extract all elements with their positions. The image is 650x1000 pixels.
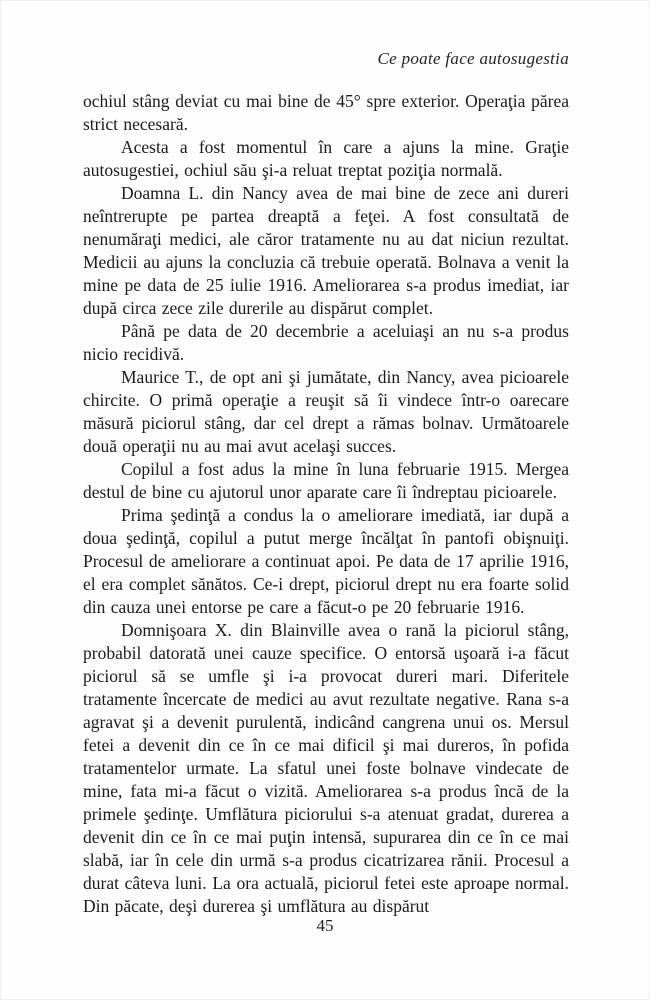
- chapter-title: Ce poate face autosugestia: [377, 49, 569, 68]
- paragraph: Acesta a fost momentul în care a ajuns la mine. Graţie autosugestiei, ochiul său şi-a reluat treptat poziţia normală.: [83, 137, 569, 180]
- running-header: [83, 49, 569, 69]
- paragraph-continuation: ochiul stâng deviat cu mai bine de 45° spre exterior. Operaţia părea strict necesară.: [83, 91, 569, 134]
- paragraph: Maurice T., de opt ani şi jumătate, din Nancy, avea picioarele chircite. O primă operaţie a reuşit să îi vindece într-o oarecare măsură piciorul stâng, dar cel drept a rămas bolnav. Următoarele două operaţii nu au mai avut acelaşi succes.: [83, 367, 569, 456]
- page-body: [83, 90, 569, 918]
- page-footer: [0, 916, 650, 936]
- paragraph: Până pe data de 20 decembrie a aceluiaşi an nu s-a produs nicio recidivă.: [83, 321, 569, 364]
- paragraph: Copilul a fost adus la mine în luna februarie 1915. Mergea destul de bine cu ajutorul unor aparate care îi îndreptau picioarele.: [83, 459, 569, 502]
- paragraph: Prima şedinţă a condus la o ameliorare imediată, iar după a doua şedinţă, copilul a putut merge încălţat în pantofi obişnuiţi. Procesul de ameliorare a continuat apoi. Pe data de 17 aprilie 1916, el era complet sănătos. Ce-i drept, piciorul drept nu era foarte solid din cauza unei entorse pe care a făcut-o pe 20 februarie 1916.: [83, 505, 569, 617]
- paragraph: Doamna L. din Nancy avea de mai bine de zece ani dureri neîntrerupte pe partea dreaptă a feţei. A fost consultată de nenumăraţi medici, ale căror tratamente nu au dat niciun rezultat. Medicii au ajuns la concluzia că trebuie operată. Bolnava a venit la mine pe data de 25 iulie 1916. Ameliorarea s-a produs imediat, iar după circa zece zile durerile au dispărut complet.: [83, 183, 569, 318]
- page-number: 45: [316, 916, 334, 935]
- paragraph: Domnişoara X. din Blainville avea o rană la piciorul stâng, probabil datorată unei cauze specifice. O entorsă uşoară i-a făcut piciorul să se umfle şi i-a provocat dureri mari. Diferitele tratamente încercate de medici au avut rezultate negative. Rana s-a agravat şi a devenit purulentă, indicând cangrena unui os. Mersul fetei a devenit din ce în ce mai dificil şi mai dureros, în pofida tratamentelor urmate. La sfatul unei foste bolnave vindecate de mine, fata mi-a făcut o vizită. Ameliorarea s-a produs încă de la primele şedinţe. Umflătura piciorului s-a atenuat gradat, durerea a devenit din ce în ce mai puţin intensă, supurarea din ce în ce mai slabă, iar în cele din urmă s-a produs cicatrizarea rănii. Procesul a durat câteva luni. La ora actuală, piciorul fetei este aproape normal. Din păcate, deşi durerea şi umflătura au dispărut: [83, 620, 569, 916]
